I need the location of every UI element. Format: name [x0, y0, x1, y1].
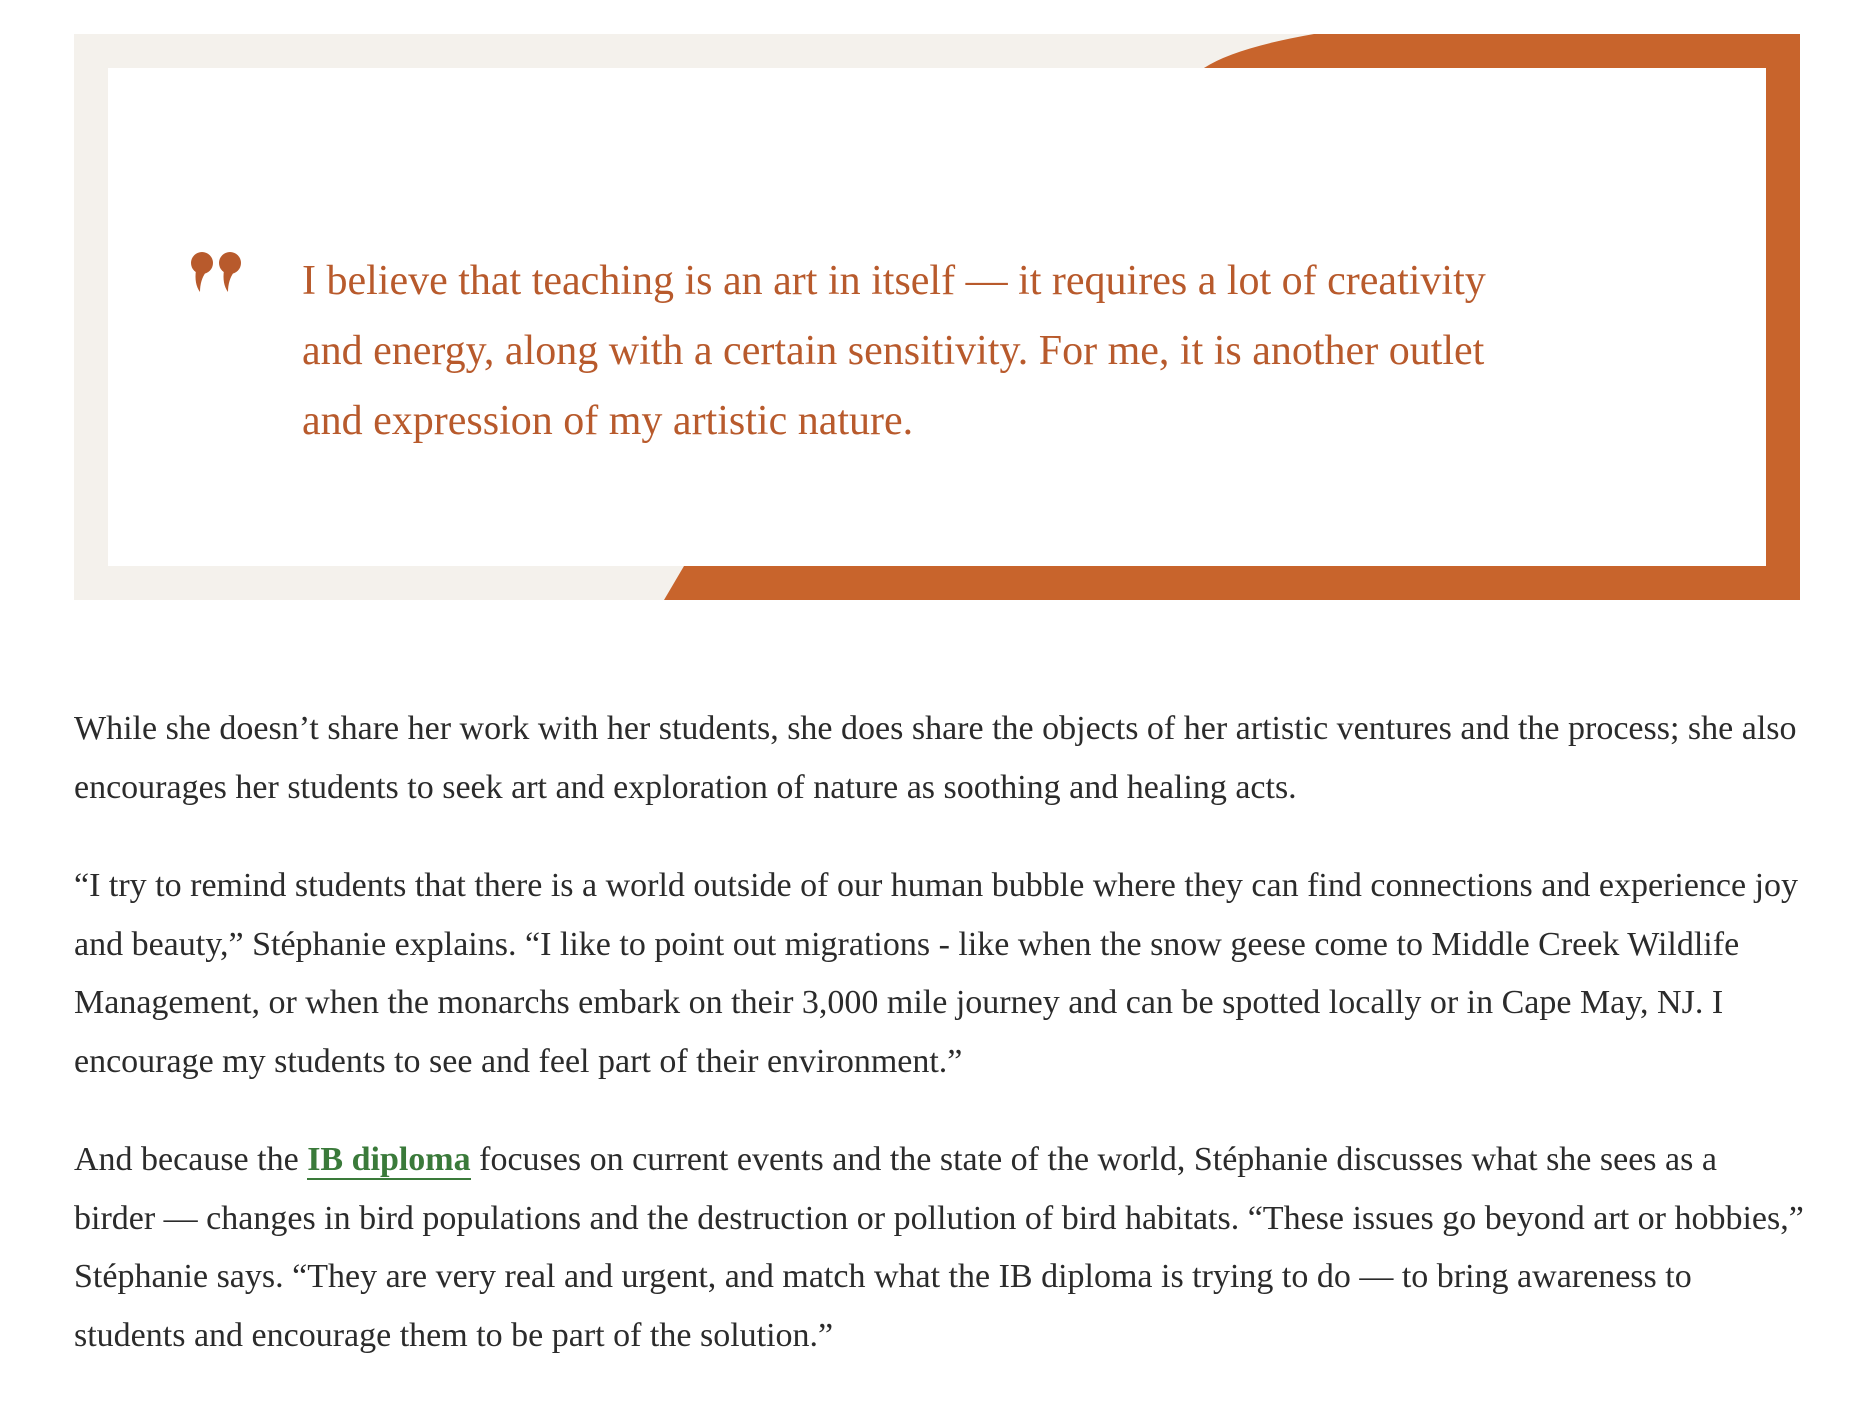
article-paragraph-3	[74, 1131, 1804, 1365]
article-body	[74, 700, 1804, 1405]
paragraph-3-text-end: focuses on current events and the state of the world, Stéphanie discusses what she sees as a birder — changes in bird populations and the destruction or pollution of bird habitats. “These issues go beyond art or hobbies,” Stéphanie says. “They are very real and urgent, and match what the IB diploma is trying to do — to bring awareness to students and encourage them to be part of the solution.”	[74, 1141, 1804, 1354]
pullquote-frame	[74, 34, 1800, 600]
quote-mark-icon	[190, 250, 246, 294]
pullquote-card	[108, 68, 1766, 566]
pullquote-text: I believe that teaching is an art in itself — it requires a lot of creativity and energy, along with a certain sensitivity. For me, it is another outlet and expression of my artistic nature.	[302, 258, 1486, 444]
article-paragraph-2: “I try to remind students that there is a world outside of our human bubble where they can find connections and experience joy and beauty,” Stéphanie explains. “I like to point out migrations - like when the snow geese come to Middle Creek Wildlife Management, or when the monarchs embark on their 3,000 mile journey and can be spotted locally or in Cape May, NJ. I encourage my students to see and feel part of their environment.”	[74, 867, 1799, 1080]
ib-diploma-link[interactable]: IB diploma	[307, 1141, 471, 1178]
paragraph-3-text-start: And because the	[74, 1141, 308, 1178]
article-paragraph-1: While she doesn’t share her work with her students, she does share the objects of her artistic ventures and the process; she also encourages her students to seek art and exploration of nature as soothing and healing acts.	[74, 710, 1797, 806]
